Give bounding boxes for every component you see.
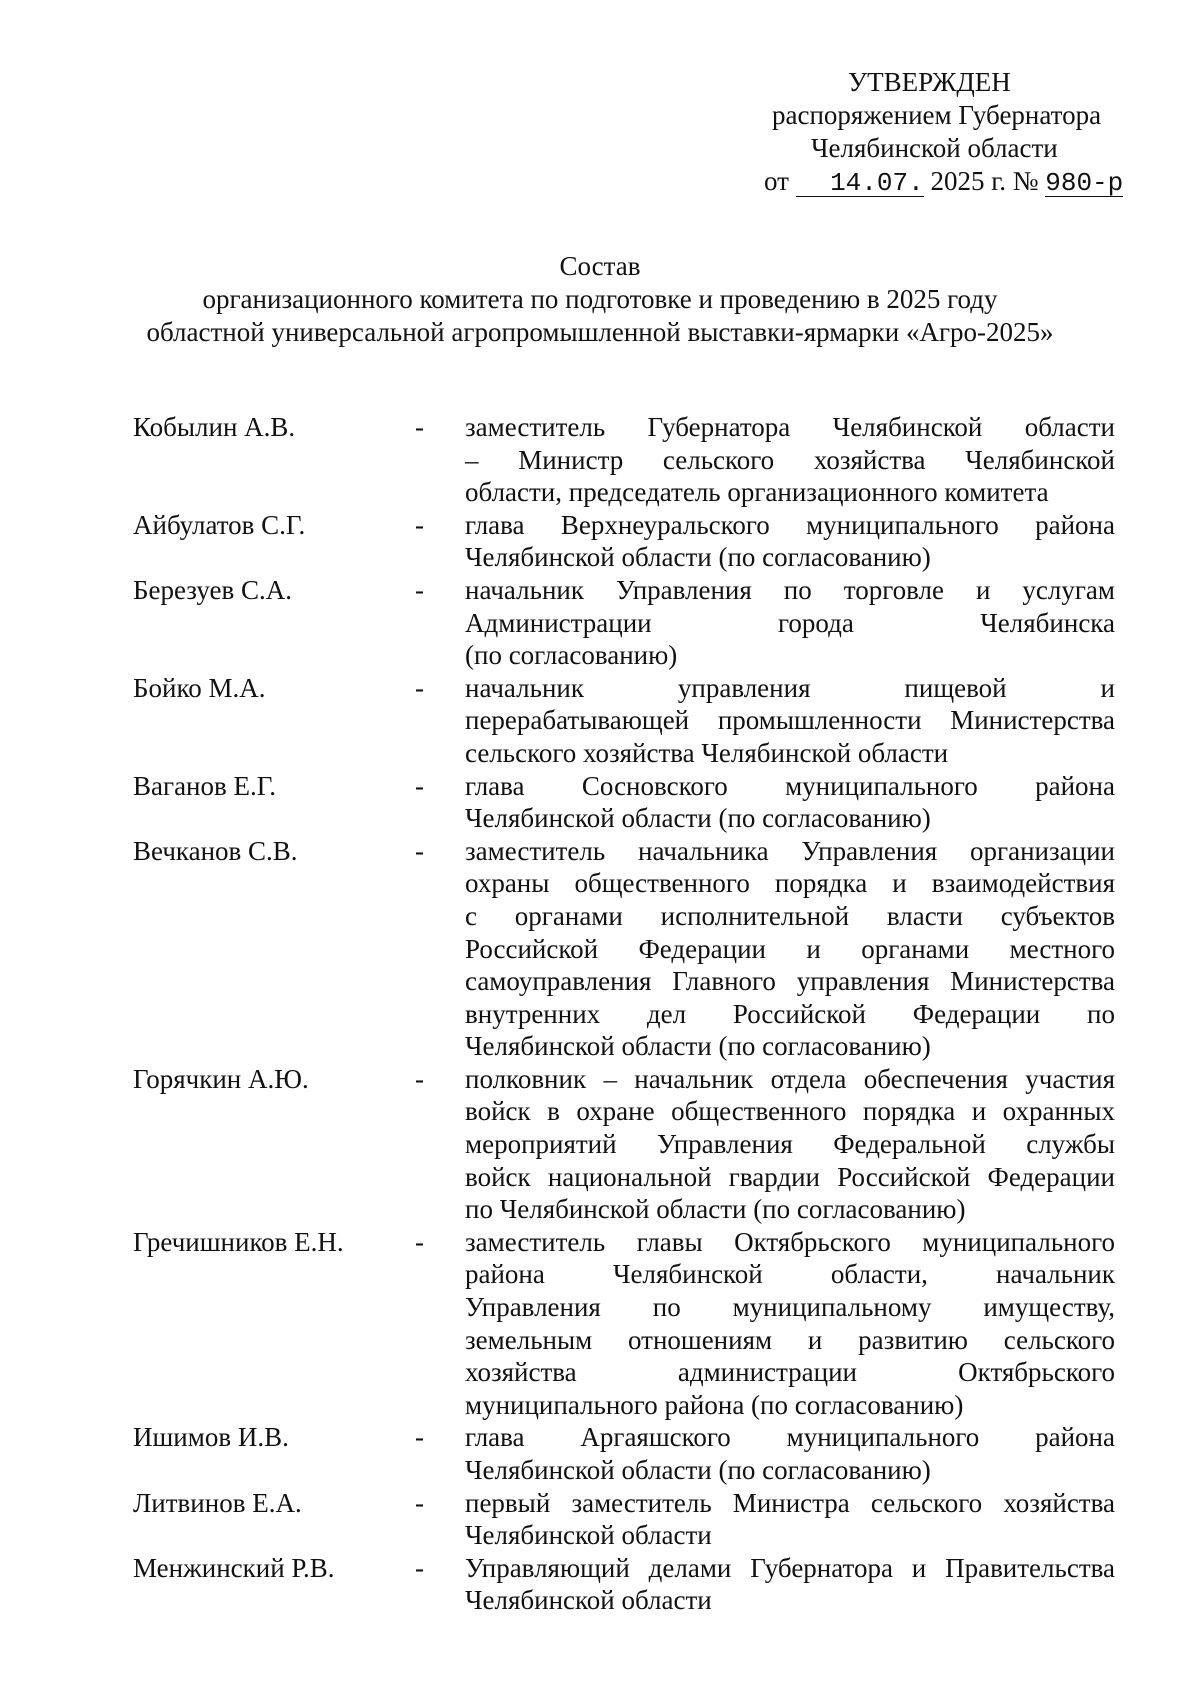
member-role xyxy=(465,574,1115,672)
member-name: Вечканов С.В. xyxy=(133,835,298,866)
member-role-line: по Челябинской области (по согласованию) xyxy=(465,1194,966,1225)
member-row xyxy=(133,574,1123,672)
member-role-line: глава Сосновского муниципального района xyxy=(465,770,1115,801)
member-role-line: внутренних дел Российской Федерации по xyxy=(465,998,1115,1029)
member-row xyxy=(133,509,1123,574)
member-row xyxy=(133,835,1123,1063)
member-role-line: полковник – начальник отдела обеспечения участия xyxy=(465,1063,1115,1094)
member-role xyxy=(465,1552,1115,1617)
member-role xyxy=(465,411,1115,509)
member-name: Кобылин А.В. xyxy=(133,412,296,442)
member-name: Горячкин А.Ю. xyxy=(133,1063,309,1094)
approval-stamp xyxy=(748,66,1148,198)
member-role xyxy=(465,1487,1115,1552)
member-role xyxy=(465,1421,1115,1486)
member-role xyxy=(465,770,1115,835)
member-role-line: заместитель главы Октябрьского муниципального xyxy=(465,1226,1115,1257)
member-row xyxy=(133,1226,1123,1422)
member-role-line: Челябинской области (по согласованию) xyxy=(465,1031,931,1062)
member-row xyxy=(133,1063,1123,1226)
member-role-line: глава Аргаяшского муниципального района xyxy=(465,1422,1115,1453)
member-name: Гречишников Е.Н. xyxy=(133,1226,344,1257)
member-role-line: охраны общественного порядка и взаимодействия xyxy=(465,868,1115,899)
member-role-line: Челябинской области xyxy=(465,1520,712,1551)
member-dash: - xyxy=(415,1422,424,1453)
title-line-2: организационного комитета по подготовке и проведению в 2025 году xyxy=(202,284,998,314)
member-name: Бойко М.А. xyxy=(133,672,266,703)
member-row xyxy=(133,1421,1123,1486)
member-role-line: войск национальной гвардии Российской Федерации xyxy=(465,1161,1115,1192)
member-role-line: области, председатель организационного комитета xyxy=(465,477,1049,508)
member-role xyxy=(465,509,1115,574)
document-title xyxy=(0,250,1200,349)
member-dash: - xyxy=(415,770,424,801)
member-role-line: Российской Федерации и органами местного xyxy=(465,933,1115,964)
member-role-line: земельным отношениям и развитию сельского xyxy=(465,1324,1115,1355)
member-row xyxy=(133,672,1123,770)
member-role-line: Челябинской области (по согласованию) xyxy=(465,803,931,834)
member-role-line: (по согласованию) xyxy=(465,640,678,671)
member-role-line: глава Верхнеуральского муниципального района xyxy=(465,509,1115,540)
member-role-line: Челябинской области (по согласованию) xyxy=(465,1455,931,1485)
member-role-line: заместитель Губернатора Челябинской области xyxy=(465,412,1115,442)
member-row xyxy=(133,1487,1123,1552)
member-role xyxy=(465,1063,1115,1226)
member-dash: - xyxy=(415,835,424,866)
approval-authority: распоряжением Губернатора xyxy=(772,100,1102,130)
member-role xyxy=(465,672,1115,770)
member-role-line: начальник управления пищевой и xyxy=(465,672,1115,703)
approval-year: 2025 г. № xyxy=(930,166,1039,196)
member-role-line: с органами исполнительной власти субъектов xyxy=(465,900,1115,931)
approval-from-label: от xyxy=(764,166,789,196)
member-name: Менжинский Р.В. xyxy=(133,1552,335,1583)
member-role-line: самоуправления Главного управления Министерства xyxy=(465,966,1115,997)
member-role-line: войск в охране общественного порядка и охранных xyxy=(465,1096,1115,1127)
approval-number-field xyxy=(1045,168,1123,197)
approval-date-field xyxy=(796,168,924,197)
member-row xyxy=(133,1552,1123,1617)
member-role-line: мероприятий Управления Федеральной службы xyxy=(465,1129,1115,1160)
member-role-line: перерабатывающей промышленности Министерства xyxy=(465,705,1115,736)
member-dash: - xyxy=(415,1552,424,1583)
title-line-3: областной универсальной агропромышленной выставки-ярмарки «Агро-2025» xyxy=(146,317,1054,347)
member-dash: - xyxy=(415,672,424,703)
title-line-1: Состав xyxy=(559,251,641,281)
member-role-line: Администрации города Челябинска xyxy=(465,607,1115,638)
member-name: Ишимов И.В. xyxy=(133,1422,289,1453)
member-role-line: начальник Управления по торговле и услугам xyxy=(465,574,1115,605)
member-name: Ваганов Е.Г. xyxy=(133,770,277,801)
member-role-line: Челябинской области (по согласованию) xyxy=(465,542,931,573)
approval-date: 14.07. xyxy=(830,168,924,198)
member-name: Березуев С.А. xyxy=(133,574,293,605)
approval-heading: УТВЕРЖДЕН xyxy=(848,67,1011,97)
member-role-line: Челябинской области xyxy=(465,1585,712,1616)
member-dash: - xyxy=(415,412,424,442)
member-row xyxy=(133,411,1123,509)
member-dash: - xyxy=(415,1226,424,1257)
member-role-line: района Челябинской области, начальник xyxy=(465,1259,1115,1290)
member-role-line: – Министр сельского хозяйства Челябинской xyxy=(465,444,1115,475)
member-dash: - xyxy=(415,1063,424,1094)
member-role-line: Управляющий делами Губернатора и Правительства xyxy=(465,1552,1115,1583)
committee-members-list xyxy=(133,411,1123,1617)
member-name: Литвинов Е.А. xyxy=(133,1487,302,1518)
member-dash: - xyxy=(415,574,424,605)
member-role-line: сельского хозяйства Челябинской области xyxy=(465,737,949,768)
member-dash: - xyxy=(415,509,424,540)
member-role xyxy=(465,835,1115,1063)
member-name: Айбулатов С.Г. xyxy=(133,509,306,540)
approval-region: Челябинской области xyxy=(811,133,1058,163)
member-role-line: Управления по муниципальному имуществу, xyxy=(465,1292,1115,1323)
approval-date-line xyxy=(748,165,1148,198)
member-row xyxy=(133,770,1123,835)
member-dash: - xyxy=(415,1487,424,1518)
member-role xyxy=(465,1226,1115,1422)
member-role-line: заместитель начальника Управления организации xyxy=(465,835,1115,866)
member-role-line: первый заместитель Министра сельского хозяйства xyxy=(465,1487,1115,1518)
member-role-line: хозяйства администрации Октябрьского xyxy=(465,1357,1115,1388)
member-role-line: муниципального района (по согласованию) xyxy=(465,1389,964,1420)
approval-number: 980-р xyxy=(1045,168,1124,198)
